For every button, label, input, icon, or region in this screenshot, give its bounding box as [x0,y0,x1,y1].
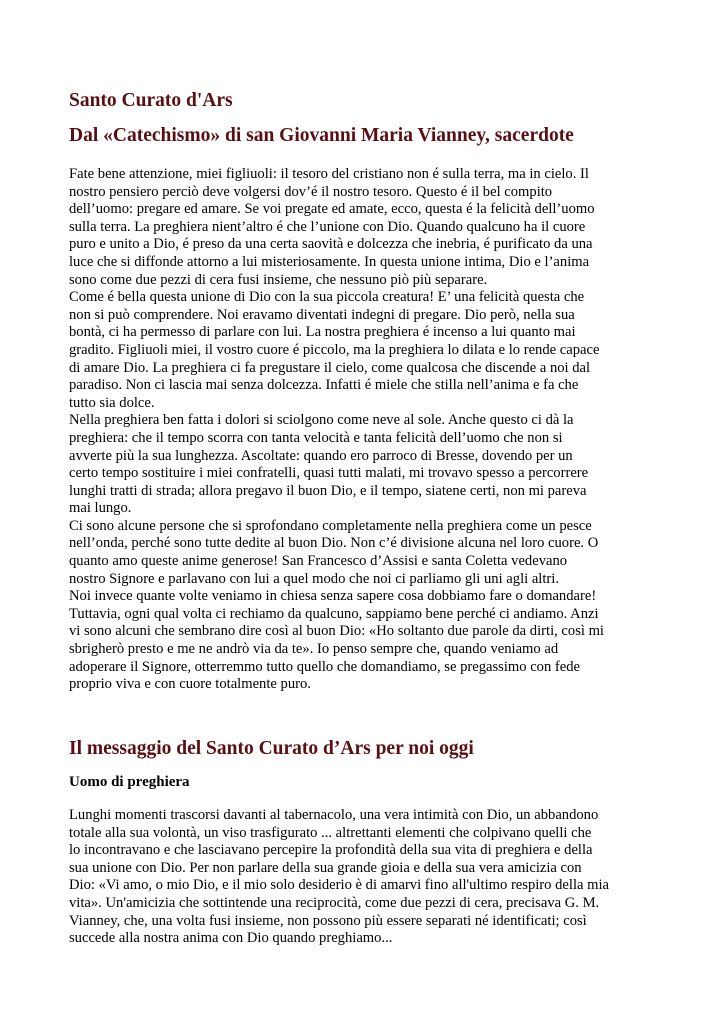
text-line: nell’onda, perché sono tutte dedite al buon Dio. Non c’é divisione alcuna nel loro cuore. O [69,535,599,552]
messaggio-text [69,807,609,948]
text-line: lunghi tratti di strada; allora pregavo il buon Dio, e il tempo, siatene certi, non mi pareva [69,482,587,499]
text-line: luce che si diffonde attorno a lui misteriosamente. In questa unione intima, Dio e l’anima [69,253,590,270]
text-line: nostro Signore e parlavano con lui a quel modo che noi ci parliamo gli uni agli altri. [69,570,559,587]
text-line: Tuttavia, ogni qual volta ci rechiamo da qualcuno, sappiamo bene perché ci andiamo. Anzi [69,605,599,622]
text-line: avverte più la sua lunghezza. Ascoltate: quando ero parroco di Bresse, dovendo per un [69,447,573,464]
text-line: totale alla sua volontà, un viso trasfigurato ... altrettanti elementi che colpivano quelli che [69,824,592,841]
text-line: nostro pensiero perciò deve volgersi dov’é il nostro tesoro. Questo é il bel compito [69,183,553,200]
text-line: gradito. Figliuoli miei, il vostro cuore é piccolo, ma la preghiera lo dilata e lo rende capace [69,341,600,358]
text-line: paradiso. Non ci lascia mai senza dolcezza. Infatti é miele che stilla nell’anima e fa che [69,377,579,394]
text-line: vi sono alcuni che sembrano dire così al buon Dio: «Ho soltanto due parole da dirti, così mi [69,623,604,640]
text-line: Lunghi momenti trascorsi davanti al tabernacolo, una vera intimità con Dio, un abbandono [69,807,599,823]
text-line: sono come due pezzi di cera fusi insieme, che nessuno piò più separare. [69,271,488,288]
text-line: Fate bene attenzione, miei figliuoli: il tesoro del cristiano non é sulla terra, ma in cielo. Il [69,166,589,182]
text-line: sbrigherò presto e me ne andrò via da te». Io penso sempre che, quando veniamo ad [69,641,559,658]
text-line: bontà, ci ha permesso di parlare con lui. La nostra preghiera é incenso a lui quanto mai [69,324,576,341]
text-line: vita». Un'amicizia che sottintende una reciprocità, come due pezzi di cera, precisava G. M. [69,894,600,911]
text-line: Nella preghiera ben fatta i dolori si sciolgono come neve al sole. Anche questo ci dà la [69,412,574,429]
text-line: sua unione con Dio. Per non parlare della sua grande gioia e della sua vera amicizia con [69,859,582,876]
text-line: lo incontravano e che lasciavano percepire la profondità della sua vita di preghiera e della [69,842,593,859]
text-line: sulla terra. La preghiera nient’altro é che l’unione con Dio. Quando qualcuno ha il cuore [69,218,586,235]
text-line: mai lungo. [69,500,132,517]
text-line: tutto sia dolce. [69,394,155,411]
text-line: non si può comprendere. Noi eravamo diventati indegni di pregare. Dio però, nella sua [69,306,575,323]
text-line: proprio viva e con cuore totalmente puro. [69,676,311,693]
section-heading-messaggio: Il messaggio del Santo Curato d’Ars per noi oggi [69,738,474,759]
text-line: quanto amo queste anime generose! San Francesco d’Assisi e santa Coletta vedevano [69,553,568,570]
text-line: dell’uomo: pregare ed amare. Se voi pregate ed amate, ecco, questa é la felicità dell’uomo [69,201,595,218]
text-line: Come é bella questa unione di Dio con la sua piccola creatura! E’ una felicità questa che [69,289,585,306]
text-line: Vianney, che, una volta fusi insieme, non possono più essere separati né identificati; così [69,912,587,929]
text-line: puro e unito a Dio, é preso da una certa saovità e dolcezza che inebria, é purificato da una [69,236,593,253]
text-line: Ci sono alcune persone che si sprofondano completamente nella preghiera come un pesce [69,517,592,534]
document-title: Santo Curato d'Ars [69,90,233,111]
text-line: di amare Dio. La preghiera ci fa pregustare il cielo, come qualcosa che discende a noi dal [69,359,591,376]
section-heading-catechismo: Dal «Catechismo» di san Giovanni Maria Vianney, sacerdote [69,125,574,146]
text-line: Noi invece quante volte veniamo in chiesa senza sapere cosa dobbiamo fare o domandare! [69,588,597,605]
text-line: adoperare il Signore, otterremmo tutto quello che domandiamo, se pregassimo con fede [69,658,581,675]
text-line: certo tempo sostituire i miei confratelli, quasi tutti malati, mi trovavo spesso a percorrere [69,465,589,482]
text-line: Dio: «Vi amo, o mio Dio, e il mio solo desiderio è di amarvi fino all'ultimo respiro della mia [69,877,610,894]
text-line: succede alla nostra anima con Dio quando preghiamo... [69,930,393,947]
subheading-uomo-di-preghiera: Uomo di preghiera [69,774,190,790]
catechismo-text [69,166,604,694]
text-line: preghiera: che il tempo scorra con tanta velocità e tanta felicità dell’uomo che non si [69,429,563,446]
